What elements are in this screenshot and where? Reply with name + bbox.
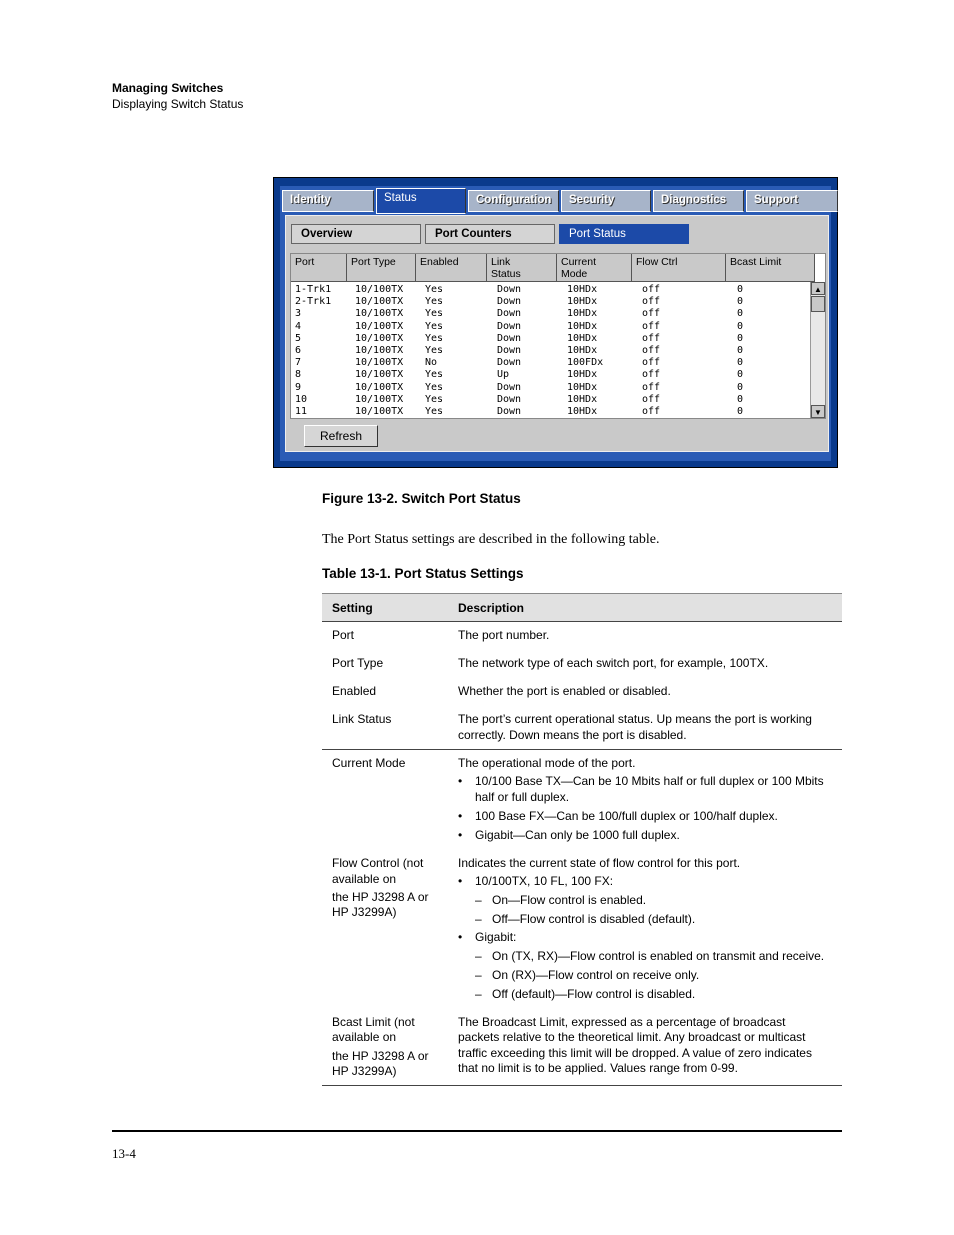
refresh-button[interactable]: Refresh	[304, 425, 378, 447]
col-header-port[interactable]: Port	[291, 254, 347, 282]
desc-bcast-limit-3: traffic exceeding this limit will be dropped. A value of zero indicates	[458, 1046, 812, 1060]
flow-control-sub-2-3: Off (default)—Flow control is disabled.	[492, 987, 696, 1001]
flow-control-bullet-1: 10/100TX, 10 FL, 100 FX:	[475, 874, 614, 888]
col-header-link-status-text: Link Status	[491, 256, 521, 280]
subtab-port-counters[interactable]: Port Counters	[425, 224, 555, 244]
grid-cell: Down	[497, 406, 522, 417]
scroll-up-arrow-icon[interactable]: ▲	[811, 282, 825, 295]
bullet-icon: •	[458, 809, 463, 823]
grid-cell: Down	[497, 332, 522, 344]
grid-cell: Yes	[425, 406, 444, 417]
grid-cell: 10HDx	[567, 320, 598, 332]
setting-current-mode: Current Mode	[332, 756, 406, 770]
grid-cell: Yes	[425, 369, 444, 381]
grid-cell: off	[642, 369, 661, 381]
grid-cell: 100FDx	[567, 357, 604, 369]
setting-bcast-limit-2: available on	[332, 1030, 397, 1044]
grid-cell: 10HDx	[567, 393, 598, 405]
switch-ui-screenshot	[273, 177, 838, 468]
grid-cell: 10/100TX	[355, 284, 404, 295]
table-caption: Table 13-1. Port Status Settings	[322, 566, 524, 581]
grid-cell: 10/100TX	[355, 369, 404, 381]
grid-cell: 10/100TX	[355, 393, 404, 405]
main-tabs	[282, 188, 830, 212]
running-header-section: Displaying Switch Status	[112, 97, 244, 111]
grid-cell: Down	[497, 296, 522, 308]
setting-flow-control-1: Flow Control (not	[332, 856, 424, 870]
current-mode-bullet-3: Gigabit—Can only be 1000 full duplex.	[475, 828, 680, 842]
setting-bcast-limit-4: HP J3299A)	[332, 1064, 397, 1078]
grid-cell: 10HDx	[567, 296, 598, 308]
port-status-grid	[290, 253, 826, 419]
tab-support[interactable]: Support	[746, 190, 838, 212]
setting-enabled: Enabled	[332, 684, 377, 698]
grid-cell: 7	[295, 357, 302, 369]
scroll-down-arrow-icon[interactable]: ▼	[811, 405, 825, 418]
grid-cell: Down	[497, 357, 522, 369]
scroll-thumb[interactable]	[811, 296, 825, 312]
grid-cell: 10HDx	[567, 381, 598, 393]
grid-cell: Down	[497, 393, 522, 405]
grid-cell: off	[642, 345, 661, 356]
table-header	[322, 593, 842, 622]
tab-diagnostics[interactable]: Diagnostics	[653, 190, 744, 212]
subtab-port-status[interactable]: Port Status	[559, 224, 689, 244]
grid-cell: 6	[295, 345, 302, 356]
grid-cell: Down	[497, 345, 522, 356]
grid-cell: 2-Trk1	[295, 296, 332, 308]
grid-cell: 10HDx	[567, 308, 598, 320]
grid-cell: 10HDx	[567, 332, 598, 344]
grid-cell: Up	[497, 369, 510, 381]
desc-enabled: Whether the port is enabled or disabled.	[458, 684, 671, 698]
grid-cell: 8	[295, 369, 302, 381]
bullet-icon: •	[458, 828, 463, 842]
grid-cell: off	[642, 284, 661, 295]
grid-cell: 3	[295, 308, 302, 320]
flow-control-sub-1-2: Off—Flow control is disabled (default).	[492, 912, 696, 926]
setting-port-type: Port Type	[332, 656, 384, 670]
col-header-current-mode[interactable]	[557, 254, 632, 282]
flow-control-sub-2-2: On (RX)—Flow control on receive only.	[492, 968, 700, 982]
grid-cell: off	[642, 381, 661, 393]
subtab-overview[interactable]: Overview	[291, 224, 421, 244]
grid-cell: 0	[737, 332, 744, 344]
setting-flow-control-2: available on	[332, 872, 397, 886]
tab-status[interactable]: Status	[376, 188, 466, 214]
grid-cell: 10/100TX	[355, 320, 404, 332]
bullet-icon: •	[458, 774, 463, 788]
grid-cell: 0	[737, 296, 744, 308]
desc-link-status-line2: correctly. Down means the port is disabled.	[458, 728, 687, 742]
dash-icon: –	[475, 987, 482, 1001]
desc-port-type: The network type of each switch port, for example, 100TX.	[458, 656, 769, 670]
current-mode-bullet-1a: 10/100 Base TX—Can be 10 Mbits half or full duplex or 100 Mbits	[475, 774, 824, 788]
flow-control-sub-2-1: On (TX, RX)—Flow control is enabled on transmit and receive.	[492, 949, 825, 963]
grid-cell: 10	[295, 393, 308, 405]
grid-cell: 0	[737, 320, 744, 332]
grid-cell: Yes	[425, 296, 444, 308]
grid-cell: off	[642, 393, 661, 405]
flow-control-bullet-2: Gigabit:	[475, 930, 517, 944]
grid-cell: 0	[737, 381, 744, 393]
col-header-enabled[interactable]: Enabled	[416, 254, 487, 282]
grid-cell: 10/100TX	[355, 308, 404, 320]
grid-cell: 10HDx	[567, 369, 598, 381]
setting-flow-control-4: HP J3299A)	[332, 905, 397, 919]
grid-cell: Yes	[425, 332, 444, 344]
row-divider	[322, 749, 842, 750]
current-mode-bullet-2: 100 Base FX—Can be 100/full duplex or 100/half duplex.	[475, 809, 778, 823]
grid-cell: 1-Trk1	[295, 284, 332, 295]
grid-cell: 10HDx	[567, 406, 598, 417]
tab-identity[interactable]: Identity	[282, 190, 374, 212]
grid-cell: 10HDx	[567, 284, 598, 295]
col-header-link-status[interactable]	[487, 254, 557, 282]
current-mode-bullet-1b: half or full duplex.	[475, 790, 570, 804]
col-header-current-mode-text: Current Mode	[561, 256, 597, 280]
figure-caption: Figure 13-2. Switch Port Status	[322, 491, 521, 506]
grid-cell: Yes	[425, 308, 444, 320]
col-header-flow-ctrl[interactable]: Flow Ctrl	[632, 254, 726, 282]
grid-cell: off	[642, 332, 661, 344]
running-header-chapter: Managing Switches	[112, 81, 224, 95]
body-paragraph: The Port Status settings are described in the following table.	[322, 532, 660, 547]
grid-cell: off	[642, 406, 661, 417]
page-number: 13-4	[112, 1146, 136, 1161]
setting-bcast-limit-3: the HP J3298 A or	[332, 1049, 429, 1063]
grid-cell: 10/100TX	[355, 345, 404, 356]
grid-cell: 0	[737, 369, 744, 381]
desc-bcast-limit-1: The Broadcast Limit, expressed as a percentage of broadcast	[458, 1015, 786, 1029]
grid-cell: off	[642, 357, 661, 369]
setting-flow-control-3: the HP J3298 A or	[332, 890, 429, 904]
grid-cell: 0	[737, 308, 744, 320]
bullet-icon: •	[458, 930, 463, 944]
grid-cell: 0	[737, 357, 744, 369]
desc-current-mode: The operational mode of the port.	[458, 756, 636, 770]
table-bottom-rule	[322, 1085, 842, 1086]
grid-cell: Yes	[425, 320, 444, 332]
grid-cell: 10/100TX	[355, 381, 404, 393]
col-header-port-type[interactable]: Port Type	[347, 254, 416, 282]
grid-cell: 9	[295, 381, 302, 393]
grid-cell: Yes	[425, 284, 444, 295]
grid-cell: 10/100TX	[355, 296, 404, 308]
footer-rule	[112, 1130, 842, 1132]
grid-cell: 5	[295, 332, 302, 344]
grid-cell: Down	[497, 320, 522, 332]
grid-cell: 0	[737, 393, 744, 405]
grid-cell: 0	[737, 406, 744, 417]
grid-cell: off	[642, 308, 661, 320]
grid-cell: 11	[295, 406, 308, 417]
vertical-scrollbar[interactable]	[810, 282, 825, 418]
screenshot-frame	[280, 186, 831, 461]
grid-cell: Yes	[425, 393, 444, 405]
grid-cell: 10/100TX	[355, 406, 404, 417]
dash-icon: –	[475, 893, 482, 907]
grid-cell: 0	[737, 345, 744, 356]
desc-link-status-line1: The port’s current operational status. Up means the port is working	[458, 712, 812, 726]
status-panel	[285, 215, 829, 452]
dash-icon: –	[475, 912, 482, 926]
grid-cell: 10HDx	[567, 345, 598, 356]
grid-cell: No	[425, 357, 438, 369]
setting-link-status: Link Status	[332, 712, 392, 726]
grid-cell: Yes	[425, 381, 444, 393]
desc-bcast-limit-4: that no limit is to be applied. Values range from 0-99.	[458, 1061, 738, 1075]
grid-cell: off	[642, 320, 661, 332]
grid-cell: 4	[295, 320, 302, 332]
th-description: Description	[458, 601, 525, 615]
tab-security[interactable]: Security	[561, 190, 651, 212]
grid-cell: Yes	[425, 345, 444, 356]
grid-cell: Down	[497, 308, 522, 320]
grid-cell: Down	[497, 284, 522, 295]
th-setting: Setting	[332, 601, 373, 615]
tab-configuration[interactable]: Configuration	[468, 190, 559, 212]
grid-cell: 10/100TX	[355, 357, 404, 369]
grid-cell: off	[642, 296, 661, 308]
bullet-icon: •	[458, 874, 463, 888]
grid-cell: 0	[737, 284, 744, 295]
grid-cell: Down	[497, 381, 522, 393]
setting-port: Port	[332, 628, 355, 642]
dash-icon: –	[475, 949, 482, 963]
dash-icon: –	[475, 968, 482, 982]
setting-bcast-limit-1: Bcast Limit (not	[332, 1015, 415, 1029]
grid-cell: 10/100TX	[355, 332, 404, 344]
flow-control-sub-1-1: On—Flow control is enabled.	[492, 893, 647, 907]
desc-bcast-limit-2: packets relative to the theoretical limit. Any broadcast or multicast	[458, 1030, 806, 1044]
desc-port: The port number.	[458, 628, 550, 642]
desc-flow-control: Indicates the current state of flow control for this port.	[458, 856, 741, 870]
col-header-bcast-limit[interactable]: Bcast Limit	[726, 254, 815, 282]
